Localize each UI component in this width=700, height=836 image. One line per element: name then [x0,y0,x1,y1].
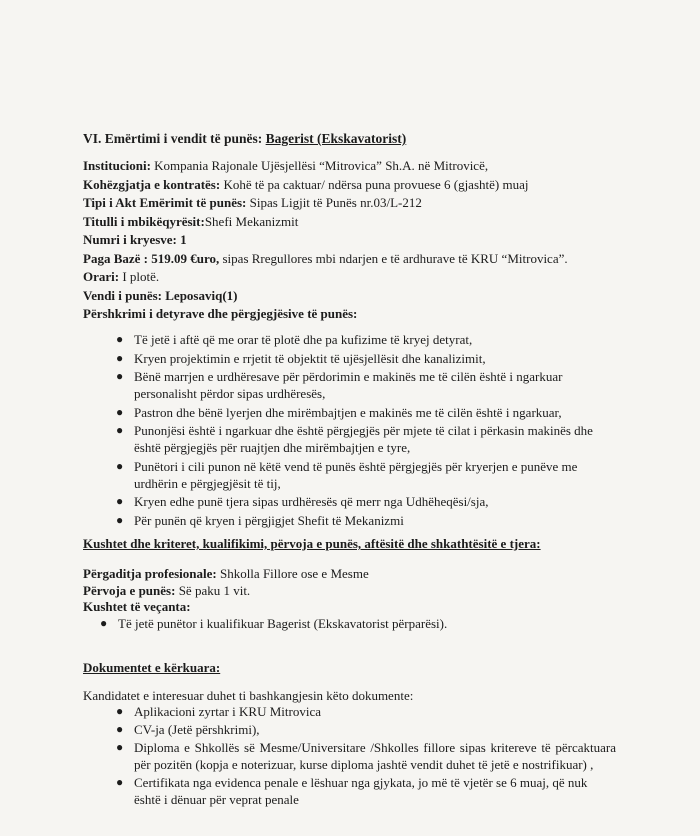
requirement-value: Së paku 1 vit. [175,582,251,598]
job-info [83,157,643,324]
list-item [116,703,616,720]
info-label: Përshkrimi i detyrave dhe përgjegjësive të punës: [83,306,358,321]
info-label: Tipi i Akt Emërimit të punës: [83,195,247,210]
requirement-value: Shkolla Fillore ose e Mesme [216,566,369,581]
section-heading [83,130,406,147]
documents-intro: Kandidatet e interesuar duhet ti bashkangjesin këto dokumente: [83,688,414,703]
duty-text: Bënë marrjen e urdhëresave për përdorimin e makinës me të cilën është i ngarkuar personalisht përdor sipas urdhëresës, [134,369,563,401]
heading-prefix: VI. Emërtimi i vendit të punës: [83,131,266,146]
bullet-icon: ● [116,722,124,736]
list-item [116,368,616,402]
info-label: Numri i kryesve: 1 [83,232,187,247]
duties-list [116,331,616,530]
duty-text: Kryen edhe punë tjera sipas urdhëresës që merr nga Udhëheqësi/sja, [134,494,489,509]
duty-text: Për punën që kryen i përgjigjet Shefit të Mekanizmi [134,512,404,528]
info-value: Kohë të pa caktuar/ ndërsa puna provuese 6 (gjashtë) muaj [220,176,529,192]
duty-text: Kryen projektimin e rrjetit të objektit të ujësjellësit dhe kanalizimit, [134,350,486,366]
info-row [83,287,643,306]
job-title: Bagerist (Ekskavatorist) [265,131,407,146]
info-row [83,231,643,250]
info-row [83,268,643,287]
list-item [116,422,616,456]
bullet-icon: ● [116,512,124,527]
duty-text: Të jetë i aftë që me orar të plotë dhe pa kufizime të kryej detyrat, [134,332,473,347]
info-row [83,305,643,324]
info-value: I plotë. [119,269,160,284]
info-row [83,194,643,213]
bullet-icon: ● [116,332,124,346]
requirements [83,565,643,615]
list-item [116,404,616,421]
document-text: Aplikacioni zyrtar i KRU Mitrovica [134,704,322,719]
requirement-label: Kushtet të veçanta: [83,599,191,614]
documents-heading: Dokumentet e kërkuara: [83,660,221,675]
documents-list [116,703,616,809]
info-label: Kohëzgjatja e kontratës: [83,176,221,192]
bullet-icon: ● [116,458,124,473]
bullet-icon: ● [116,740,124,754]
info-label: Vendi i punës: Leposaviq(1) [83,287,238,303]
info-row [83,176,643,195]
document-text: CV-ja (Jetë përshkrimi), [134,722,260,737]
requirement-row [83,582,643,599]
info-row [83,157,643,176]
list-item [116,774,616,808]
bullet-icon: ● [116,350,124,365]
info-row [83,250,643,269]
document-text: Diploma e Shkollës së Mesme/Universitare /Shkolles fillore sipas kritereve të përcaktuara për pozitën (kopja e noterizuar, kurse diploma jashtë vendit duhet të jetë e nostrifikuar) , [134,740,616,772]
bullet-icon: ● [116,404,124,419]
bullet-icon: ● [116,423,124,437]
list-item [116,512,616,529]
list-item [116,458,616,492]
special-conditions-list [100,615,600,632]
requirement-row [83,598,643,615]
document-text: Certifikata nga evidenca penale e lëshuar nga gjykata, jo më të vjetër se 6 muaj, që nuk është i dënuar për veprat penale [134,775,588,807]
bullet-icon: ● [100,616,108,630]
list-item [116,350,616,367]
info-label: Orari: [83,269,120,284]
info-value: Sipas Ligjit të Punës nr.03/L-212 [246,195,422,210]
list-item [100,615,600,632]
duty-text: Pastron dhe bënë lyerjen dhe mirëmbajtjen e makinës me të cilën është i ngarkuar, [134,404,562,420]
bullet-icon: ● [116,775,124,789]
conditions-heading: Kushtet dhe kriteret, kualifikimi, përvoja e punës, aftësitë dhe shkathtësitë e tjera: [83,536,541,551]
requirement-label: Përgaditja profesionale: [83,566,217,581]
info-value: Kompania Rajonale Ujësjellësi “Mitrovica” Sh.A. në Mitrovicë, [150,158,489,173]
requirement-row [83,565,643,582]
requirement-label: Përvoja e punës: [83,582,176,598]
info-label: Institucioni: [83,158,151,173]
info-value: Shefi Mekanizmit [204,213,299,229]
bullet-icon: ● [116,369,124,383]
info-label: Paga Bazë : 519.09 €uro, [83,250,220,266]
list-item [116,493,616,510]
special-condition-text: Të jetë punëtor i kualifikuar Bagerist (Ekskavatorist përparësi). [118,616,448,631]
info-label: Titulli i mbikëqyrësit: [83,213,205,229]
duty-text: Punonjësi është i ngarkuar dhe është përgjegjës për mjete të cilat i përkasin makinës dhe është përgjegjës për ruajtjen dhe mirëmbajtjen e tyre, [134,423,593,455]
list-item [116,739,616,773]
info-row [83,213,643,232]
info-value: sipas Rregullores mbi ndarjen e të ardhurave të KRU “Mitrovica”. [219,250,568,266]
bullet-icon: ● [116,494,124,508]
duty-text: Punëtori i cili punon në këtë vend të punës është përgjegjës për kryerjen e punëve me urdhërin e përgjegjësit të tij, [134,458,578,491]
list-item [116,721,616,738]
bullet-icon: ● [116,704,124,718]
list-item [116,331,616,348]
